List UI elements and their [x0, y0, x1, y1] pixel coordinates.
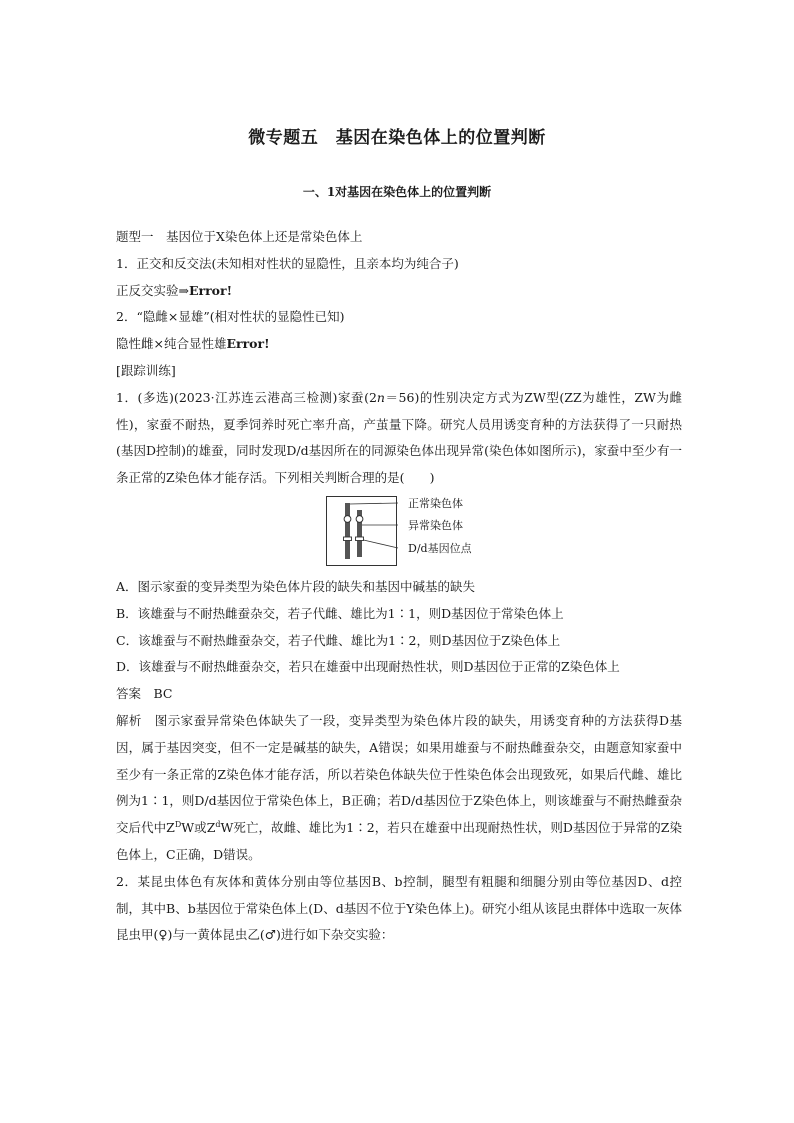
option-c: C．该雄蚕与不耐热雌蚕杂交，若子代雌、雄比为1∶2，则D基因位于Z染色体上 — [116, 632, 561, 648]
page-title: 微专题五 基因在染色体上的位置判断 — [248, 128, 546, 148]
normal-chromosome — [345, 503, 350, 559]
method2-prefix: 隐性雌×纯合显性雄 — [116, 336, 227, 352]
analysis-text: 解析 图示家蚕异常染色体缺失了一段，变异类型为染色体片段的缺失，用诱变育种的方法获得D基因，属于基因突变，但不一定是碱基的缺失，A错误；如果用雄蚕与不耐热雌蚕杂交，由题意知家蚕中至少有一条正常的Z染色体才能存活，所以若染色体缺失位于性染色体会出现致死，如果后代雌、雄比例为1∶1，则D/d基因位于常染色体上，B正确；若D/d基因位于Z染色体上，则该雄蚕与不耐热雌蚕杂交后代中$Z^DW$或$Z^dW$死亡，故雌、雄比为1∶2，若只在雄蚕中出现耐热性状，则D基因位于异常的Z染色体上，C正确，D错误。 — [116, 712, 682, 862]
method2-text: 2．“隐雌×显雄”(相对性状的显隐性已知) — [116, 309, 345, 325]
gene-locus-normal — [344, 537, 352, 541]
method1-result — [116, 278, 682, 305]
chromosome-figure — [326, 496, 474, 566]
option-d: D．该雄蚕与不耐热雌蚕杂交，若只在雄蚕中出现耐热性状，则D基因位于正常的Z染色体上 — [116, 659, 620, 675]
centromere-abnormal — [356, 516, 363, 523]
method2-error: Error! — [226, 336, 270, 352]
method1-text: 1．正交和反交法(未知相对性状的显隐性，且亲本均为纯合子) — [116, 255, 459, 271]
type1-heading: 题型一 基因位于X染色体上还是常染色体上 — [116, 229, 363, 244]
option-b: B．该雄蚕与不耐热雌蚕杂交，若子代雌、雄比为1∶1，则D基因位于常染色体上 — [116, 605, 564, 621]
superscript-d-upper: D — [174, 819, 182, 829]
answer-line: 答案 BC — [116, 686, 173, 702]
method1-error: Error! — [188, 282, 233, 298]
label-normal-chromosome: 正常染色体 — [408, 496, 463, 510]
gene-locus-abnormal — [356, 537, 364, 541]
section-subtitle: 一、1对基因在染色体上的位置判断 — [302, 185, 492, 199]
question1-stem: 1．(多选)(2023·江苏连云港高三检测)家蚕(2n＝56)的性别决定方式为ZW型(ZZ为雄性，ZW为雌性)，家蚕不耐热，夏季饲养时死亡率升高，产茧量下降。研究人员用诱变育种的方法获得了一只耐热(基因D控制)的雄蚕，同时发现D/d基因所在的同源染色体出现异常(染色体如图所示)，家蚕中至少有一条正常的Z染色体才能存活。下列相关判断合理的是( ) — [116, 389, 682, 486]
method2-result — [116, 331, 682, 358]
training-label: [跟踪训练] — [116, 362, 176, 378]
method1-prefix: 正反交实验⇒ — [116, 282, 189, 298]
chromosome-figure-wrap — [116, 496, 682, 568]
option-a: A．图示家蚕的变异类型为染色体片段的缺失和基因中碱基的缺失 — [116, 578, 476, 594]
label-gene-locus: D/d基因位点 — [408, 541, 472, 555]
centromere-normal — [344, 516, 351, 523]
superscript-d-lower: d — [215, 819, 221, 829]
question2-text: 2．某昆虫体色有灰体和黄体分别由等位基因B、b控制，腿型有粗腿和细腿分别由等位基因D、d控制，其中B、b基因位于常染色体上(D、d基因不位于Y染色体上)。研究小组从该昆虫群体中选取一灰体昆虫甲(♀)与一黄体昆虫乙(♂)进行如下杂交实验： — [116, 873, 682, 943]
document-body — [116, 224, 682, 949]
label-abnormal-chromosome: 异常染色体 — [408, 518, 463, 532]
